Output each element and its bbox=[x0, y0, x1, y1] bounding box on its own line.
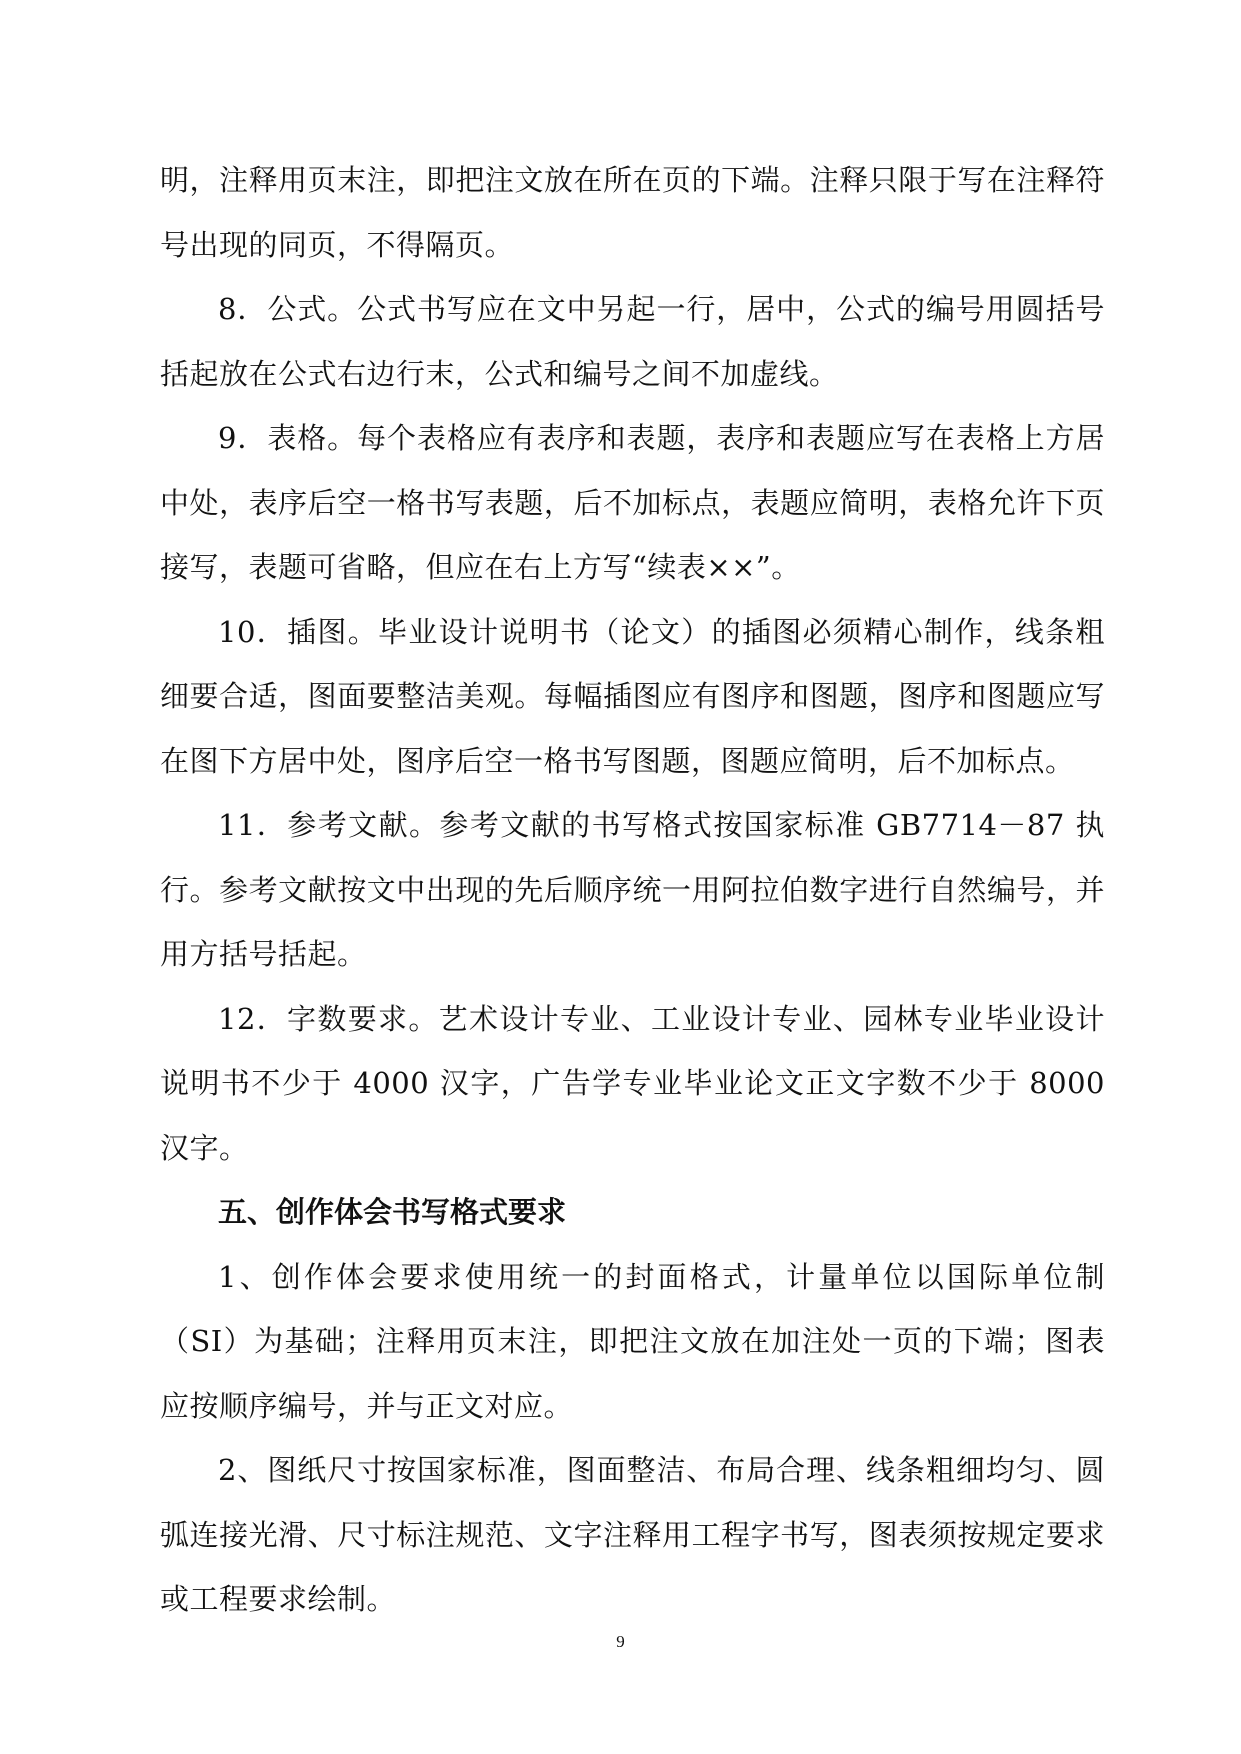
paragraph-formula: 8．公式。公式书写应在文中另起一行，居中，公式的编号用圆括号括起放在公式右边行末，公式和编号之间不加虚线。 bbox=[160, 292, 1105, 391]
page-body bbox=[160, 148, 1105, 1632]
page-number: 9 bbox=[616, 1632, 625, 1651]
paragraph-references: 11．参考文献。参考文献的书写格式按国家标准 GB7714－87 执行。参考文献按文中出现的先后顺序统一用阿拉伯数字进行自然编号，并用方括号括起。 bbox=[160, 808, 1105, 971]
section-heading: 五、创作体会书写格式要求 bbox=[218, 1195, 567, 1229]
paragraph-figure: 10．插图。毕业设计说明书（论文）的插图必须精心制作，线条粗细要合适，图面要整洁美观。每幅插图应有图序和图题，图序和图题应写在图下方居中处，图序后空一格书写图题，图题应简明，后不加标点。 bbox=[160, 614, 1105, 778]
paragraph-table: 9．表格。每个表格应有表序和表题，表序和表题应写在表格上方居中处，表序后空一格书写表题，后不加标点，表题应简明，表格允许下页接写，表题可省略，但应在右上方写“续表××”。 bbox=[160, 421, 1105, 584]
paragraph-word-count: 12．字数要求。艺术设计专业、工业设计专业、园林专业毕业设计说明书不少于 4000 汉字，广告学专业毕业论文正文字数不少于 8000 汉字。 bbox=[160, 1001, 1105, 1165]
paragraph-footnote-continuation: 明，注释用页末注，即把注文放在所在页的下端。注释只限于写在注释符号出现的同页，不得隔页。 bbox=[160, 163, 1105, 262]
paragraph-drawing-standards: 2、图纸尺寸按国家标准，图面整洁、布局合理、线条粗细均匀、圆弧连接光滑、尺寸标注规范、文字注释用工程字书写，图表须按规定要求或工程要求绘制。 bbox=[160, 1453, 1105, 1616]
paragraph-cover-format: 1、创作体会要求使用统一的封面格式，计量单位以国际单位制（SI）为基础；注释用页末注，即把注文放在加注处一页的下端；图表应按顺序编号，并与正文对应。 bbox=[160, 1259, 1105, 1423]
